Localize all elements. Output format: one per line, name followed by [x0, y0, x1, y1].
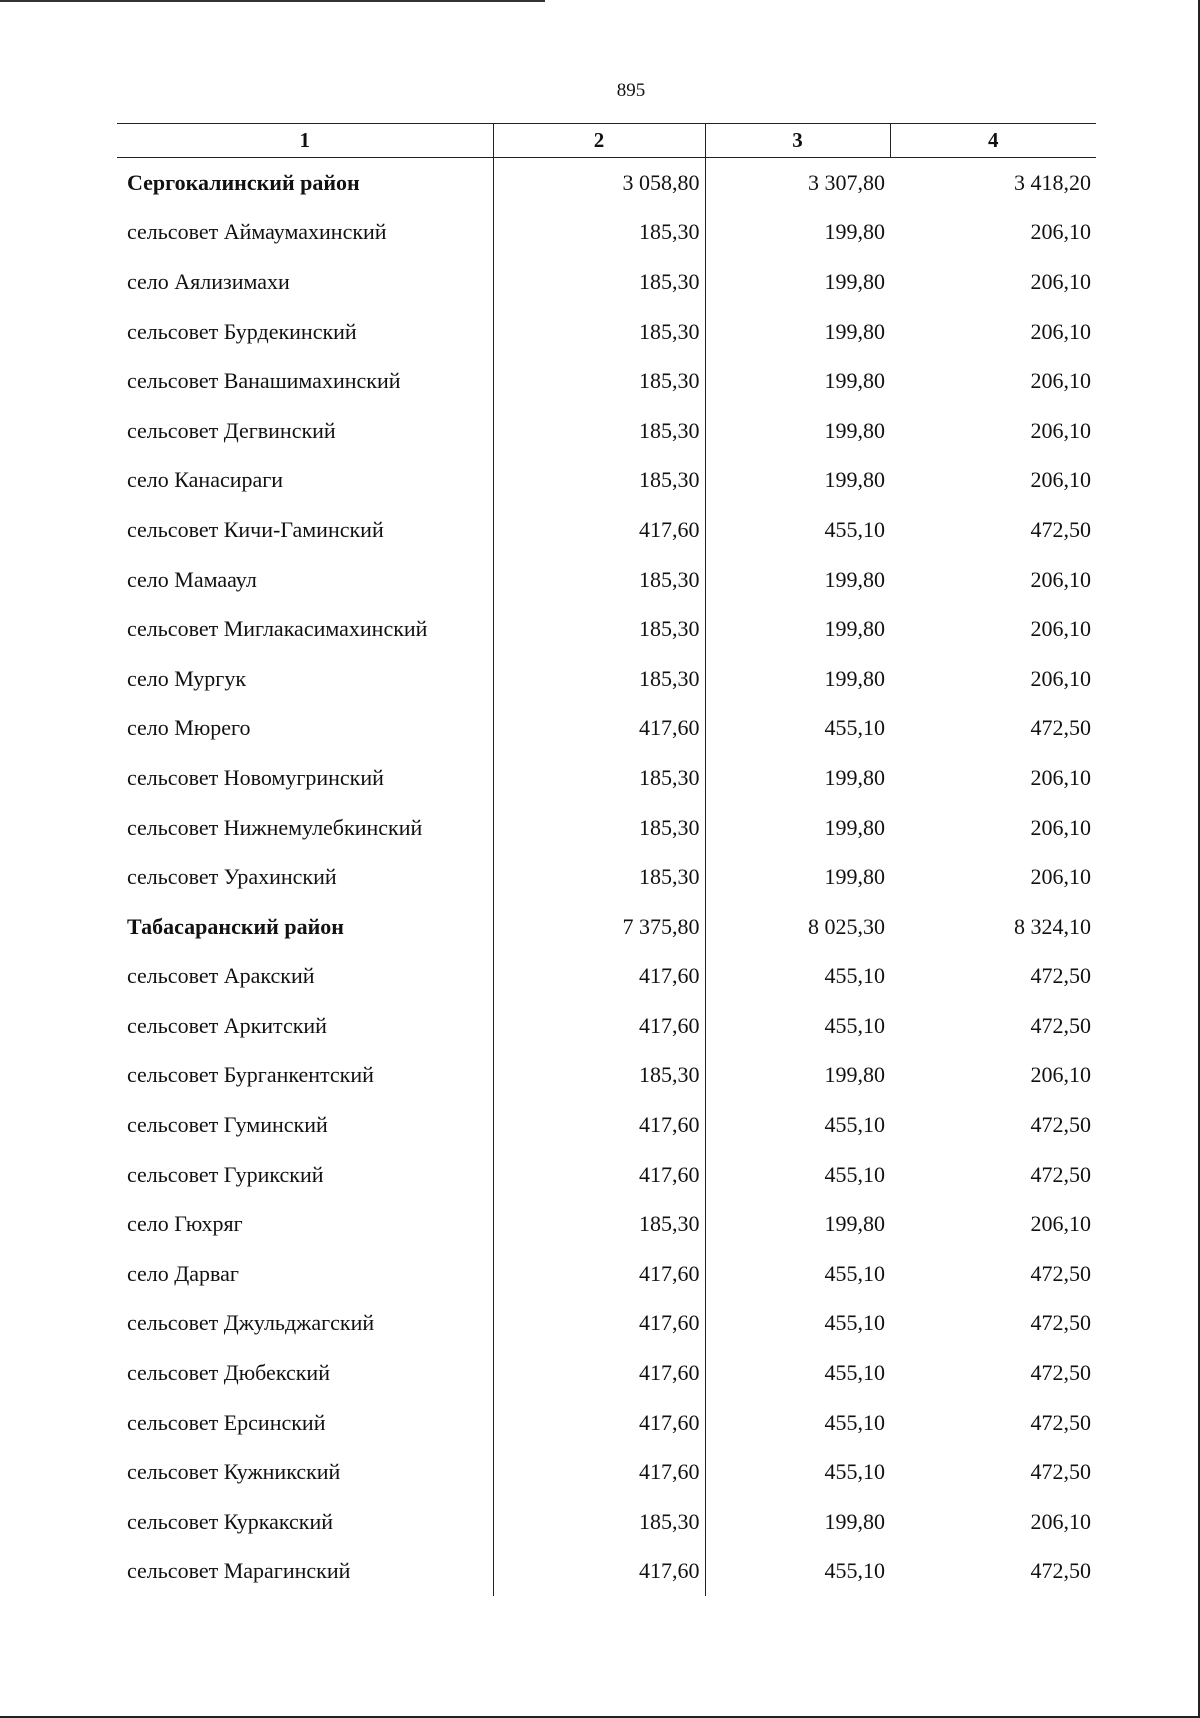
table-body	[117, 158, 1096, 1597]
row-value-col4: 206,10	[1030, 566, 1091, 592]
row-value-col4: 206,10	[1030, 417, 1091, 443]
row-value-col4: 472,50	[1030, 1310, 1091, 1336]
row-value-col3: 199,80	[705, 852, 890, 902]
row-value-col4: 206,10	[1030, 1211, 1091, 1237]
row-value-col2: 185,30	[493, 1051, 705, 1101]
table-row	[117, 952, 1096, 1002]
row-value-col2: 417,60	[493, 1398, 705, 1448]
row-value-col4: 206,10	[1030, 665, 1091, 691]
table-row	[117, 803, 1096, 853]
table-row	[117, 1348, 1096, 1398]
table-row	[117, 654, 1096, 704]
row-value-col4: 206,10	[1030, 864, 1091, 890]
row-value-col4: 206,10	[1030, 1508, 1091, 1534]
row-value-col3: 199,80	[705, 307, 890, 357]
row-value-col3: 199,80	[705, 604, 890, 654]
row-value-col2: 185,30	[493, 555, 705, 605]
row-value-col3: 455,10	[705, 1447, 890, 1497]
row-value-col4: 206,10	[1030, 268, 1091, 294]
row-name: сельсовет Гурикский	[127, 1161, 324, 1187]
row-value-col4: 206,10	[1030, 318, 1091, 344]
row-name: село Мюрего	[127, 715, 251, 741]
row-value-col4: 472,50	[1030, 516, 1091, 542]
row-name: сельсовет Урахинский	[127, 864, 337, 890]
row-value-col2: 185,30	[493, 654, 705, 704]
row-value-col4: 206,10	[1030, 616, 1091, 642]
row-value-col2: 185,30	[493, 604, 705, 654]
table-row	[117, 852, 1096, 902]
row-value-col4: 206,10	[1030, 219, 1091, 245]
row-name: Сергокалинский район	[127, 169, 360, 195]
row-value-col4: 472,50	[1030, 1260, 1091, 1286]
row-value-col4: 472,50	[1030, 963, 1091, 989]
row-value-col4: 472,50	[1030, 1360, 1091, 1386]
row-value-col2: 185,30	[493, 852, 705, 902]
table-header	[117, 124, 1096, 158]
row-value-col3: 455,10	[705, 1249, 890, 1299]
row-value-col3: 455,10	[705, 952, 890, 1002]
row-value-col2: 185,30	[493, 406, 705, 456]
row-value-col4: 472,50	[1030, 1558, 1091, 1584]
district-row	[117, 158, 1096, 208]
row-name: село Аялизимахи	[127, 268, 290, 294]
table-row	[117, 208, 1096, 258]
row-value-col2: 7 375,80	[493, 902, 705, 952]
row-name: сельсовет Дюбекский	[127, 1360, 330, 1386]
row-name: Табасаранский район	[127, 913, 344, 939]
row-value-col3: 455,10	[705, 704, 890, 754]
row-value-col2: 417,60	[493, 1348, 705, 1398]
row-name: сельсовет Бурганкентский	[127, 1062, 374, 1088]
row-value-col3: 455,10	[705, 1299, 890, 1349]
row-name: сельсовет Аймаумахинский	[127, 219, 387, 245]
row-name: сельсовет Марагинский	[127, 1558, 351, 1584]
row-value-col3: 199,80	[705, 257, 890, 307]
row-name: сельсовет Куркакский	[127, 1508, 333, 1534]
row-value-col2: 417,60	[493, 1100, 705, 1150]
scan-edge-line	[0, 0, 545, 2]
row-value-col3: 199,80	[705, 208, 890, 258]
table-row	[117, 1398, 1096, 1448]
row-value-col3: 199,80	[705, 1199, 890, 1249]
page-number: 895	[616, 80, 646, 101]
table-row	[117, 1150, 1096, 1200]
table-row	[117, 1001, 1096, 1051]
row-value-col4: 206,10	[1030, 1062, 1091, 1088]
row-value-col3: 199,80	[705, 753, 890, 803]
row-name: сельсовет Нижнемулебкинский	[127, 814, 423, 840]
row-value-col2: 417,60	[493, 704, 705, 754]
row-name: село Мургук	[127, 665, 247, 691]
row-name: сельсовет Кичи-Гаминский	[127, 516, 384, 542]
table-row	[117, 1249, 1096, 1299]
row-value-col2: 185,30	[493, 753, 705, 803]
table-row	[117, 1547, 1096, 1597]
row-value-col2: 417,60	[493, 1299, 705, 1349]
row-name: сельсовет Ерсинский	[127, 1409, 326, 1435]
row-value-col3: 199,80	[705, 1051, 890, 1101]
row-value-col4: 206,10	[1030, 368, 1091, 394]
column-header-1: 1	[117, 124, 493, 158]
row-value-col4: 206,10	[1030, 814, 1091, 840]
table-row	[117, 1100, 1096, 1150]
row-value-col4: 8 324,10	[1014, 913, 1091, 939]
row-value-col2: 185,30	[493, 803, 705, 853]
row-name: сельсовет Дегвинский	[127, 417, 336, 443]
row-value-col3: 199,80	[705, 406, 890, 456]
row-value-col2: 417,60	[493, 1547, 705, 1597]
row-value-col2: 417,60	[493, 1447, 705, 1497]
row-value-col2: 185,30	[493, 208, 705, 258]
row-name: сельсовет Аркитский	[127, 1012, 327, 1038]
row-value-col4: 206,10	[1030, 467, 1091, 493]
row-value-col4: 472,50	[1030, 1409, 1091, 1435]
row-value-col2: 417,60	[493, 1249, 705, 1299]
table-row	[117, 356, 1096, 406]
row-value-col3: 455,10	[705, 1547, 890, 1597]
row-value-col3: 3 307,80	[705, 158, 890, 208]
table-row	[117, 555, 1096, 605]
table-row	[117, 1447, 1096, 1497]
table-row	[117, 257, 1096, 307]
row-value-col2: 417,60	[493, 505, 705, 555]
row-value-col3: 455,10	[705, 505, 890, 555]
row-value-col4: 472,50	[1030, 1459, 1091, 1485]
column-header-3: 3	[705, 124, 890, 158]
row-value-col3: 455,10	[705, 1150, 890, 1200]
row-name: сельсовет Джульджагский	[127, 1310, 375, 1336]
row-value-col3: 199,80	[705, 456, 890, 506]
row-name: село Канасираги	[127, 467, 284, 493]
row-name: сельсовет Ванашимахинский	[127, 368, 401, 394]
row-name: сельсовет Новомугринский	[127, 764, 384, 790]
row-value-col2: 185,30	[493, 456, 705, 506]
row-value-col2: 185,30	[493, 1497, 705, 1547]
row-value-col3: 199,80	[705, 356, 890, 406]
table-row	[117, 604, 1096, 654]
row-value-col3: 455,10	[705, 1100, 890, 1150]
table-row	[117, 1051, 1096, 1101]
district-row	[117, 902, 1096, 952]
row-value-col3: 199,80	[705, 803, 890, 853]
row-value-col4: 472,50	[1030, 1012, 1091, 1038]
budget-table	[117, 123, 1096, 1596]
row-name: село Мамааул	[127, 566, 257, 592]
row-name: сельсовет Миглакасимахинский	[127, 616, 428, 642]
row-value-col3: 455,10	[705, 1348, 890, 1398]
row-value-col3: 199,80	[705, 555, 890, 605]
row-value-col2: 185,30	[493, 307, 705, 357]
row-name: сельсовет Кужникский	[127, 1459, 341, 1485]
row-value-col3: 199,80	[705, 1497, 890, 1547]
row-value-col4: 206,10	[1030, 764, 1091, 790]
row-value-col2: 417,60	[493, 1001, 705, 1051]
row-value-col3: 455,10	[705, 1001, 890, 1051]
table-row	[117, 704, 1096, 754]
row-name: село Гюхряг	[127, 1211, 243, 1237]
row-name: сельсовет Гуминский	[127, 1112, 328, 1138]
row-value-col3: 455,10	[705, 1398, 890, 1448]
column-header-4: 4	[890, 124, 1096, 158]
header-row	[117, 124, 1096, 158]
table-row	[117, 456, 1096, 506]
table-row	[117, 307, 1096, 357]
row-value-col2: 417,60	[493, 1150, 705, 1200]
row-value-col2: 185,30	[493, 257, 705, 307]
row-value-col4: 3 418,20	[1014, 169, 1091, 195]
table-row	[117, 1199, 1096, 1249]
row-value-col4: 472,50	[1030, 715, 1091, 741]
table-row	[117, 1299, 1096, 1349]
row-value-col2: 185,30	[493, 1199, 705, 1249]
row-value-col4: 472,50	[1030, 1112, 1091, 1138]
table-row	[117, 753, 1096, 803]
table-row	[117, 1497, 1096, 1547]
table-row	[117, 406, 1096, 456]
row-value-col3: 8 025,30	[705, 902, 890, 952]
column-header-2: 2	[493, 124, 705, 158]
row-value-col4: 472,50	[1030, 1161, 1091, 1187]
row-value-col3: 199,80	[705, 654, 890, 704]
row-value-col2: 185,30	[493, 356, 705, 406]
row-name: село Дарваг	[127, 1260, 239, 1286]
row-name: сельсовет Аракский	[127, 963, 315, 989]
row-value-col2: 3 058,80	[493, 158, 705, 208]
row-value-col2: 417,60	[493, 952, 705, 1002]
row-name: сельсовет Бурдекинский	[127, 318, 357, 344]
table-row	[117, 505, 1096, 555]
